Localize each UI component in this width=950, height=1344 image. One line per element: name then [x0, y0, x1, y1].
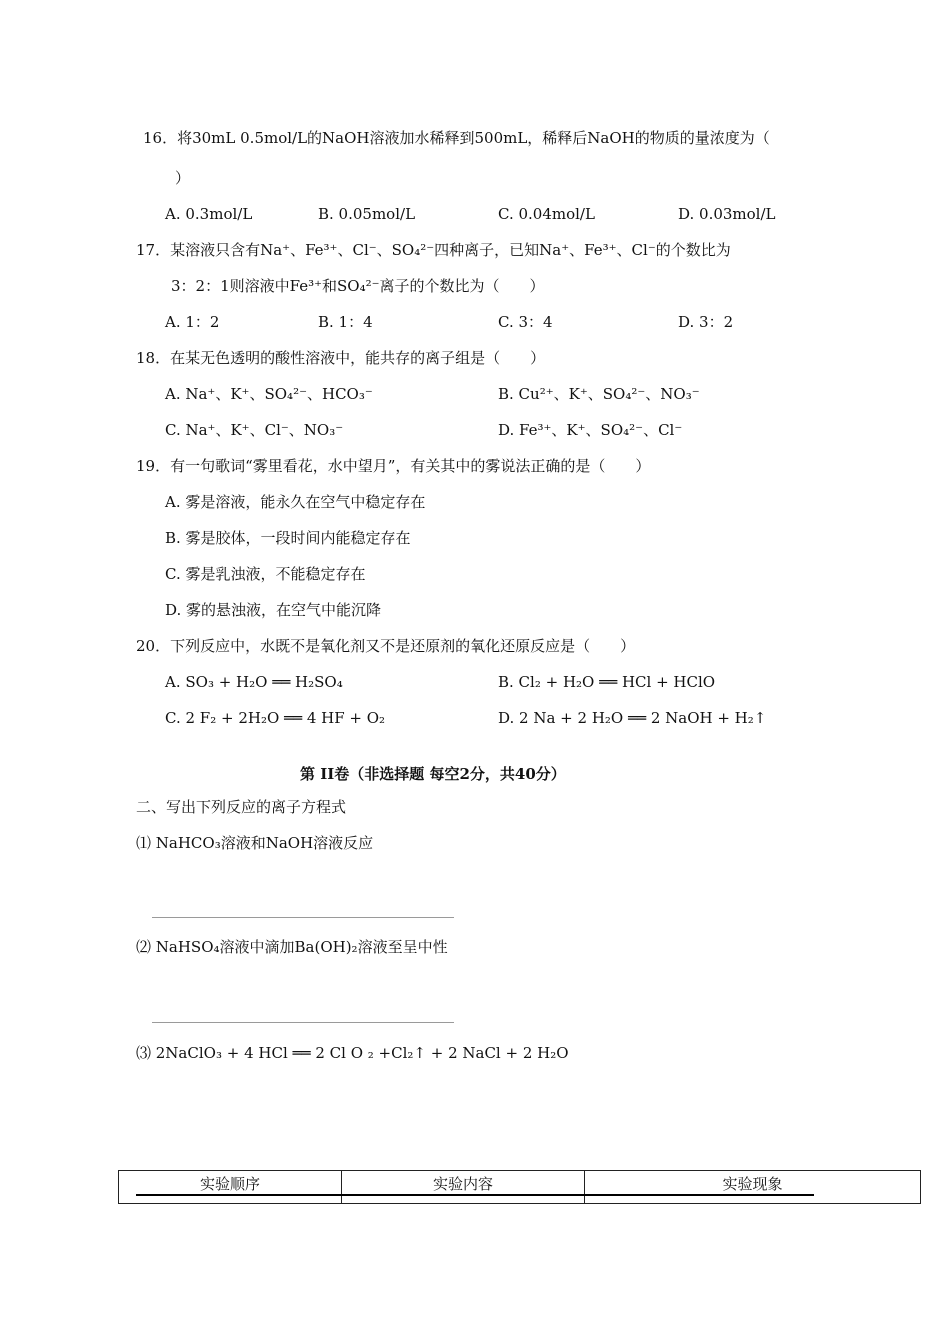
question-16-stem-cont: ）	[175, 169, 191, 187]
question-17-option-c: C. 3：4	[498, 313, 553, 331]
question-18-option-a: A. Na⁺、K⁺、SO₄²⁻、HCO₃⁻	[165, 385, 373, 403]
question-17-stem-cont: 3：2：1则溶液中Fe³⁺和SO₄²⁻离子的个数比为（ ）	[171, 277, 545, 295]
table-header-phenomenon: 实验现象	[585, 1171, 921, 1204]
question-19-option-c: C. 雾是乳浊液，不能稳定存在	[165, 565, 366, 583]
question-16-stem: 16．将30mL 0.5mol/L的NaOH溶液加水稀释到500mL，稀释后NaOH的物质的量浓度为（	[143, 129, 770, 147]
question-18-option-b: B. Cu²⁺、K⁺、SO₄²⁻、NO₃⁻	[498, 385, 700, 403]
question-16-option-b: B. 0.05mol/L	[318, 205, 416, 223]
section-2-title: 二、写出下列反应的离子方程式	[136, 798, 347, 816]
question-20-option-d: D. 2 Na + 2 H₂O ══ 2 NaOH + H₂↑	[498, 709, 767, 727]
question-18-option-d: D. Fe³⁺、K⁺、SO₄²⁻、Cl⁻	[498, 421, 683, 439]
experiment-table	[118, 1170, 921, 1204]
question-17-option-d: D. 3：2	[678, 313, 734, 331]
question-18-stem: 18．在某无色透明的酸性溶液中，能共存的离子组是（ ）	[136, 349, 546, 367]
question-19-option-d: D. 雾的悬浊液，在空气中能沉降	[165, 601, 382, 619]
question-19-option-b: B. 雾是胶体，一段时间内能稳定存在	[165, 529, 411, 547]
question-17-stem: 17．某溶液只含有Na⁺、Fe³⁺、Cl⁻、SO₄²⁻四种离子，已知Na⁺、Fe³⁺、Cl⁻的个数比为	[136, 241, 731, 259]
table-header-row	[119, 1171, 921, 1204]
question-16-option-a: A. 0.3mol/L	[165, 205, 253, 223]
table-header-order: 实验顺序	[119, 1171, 342, 1204]
question-18-option-c: C. Na⁺、K⁺、Cl⁻、NO₃⁻	[165, 421, 344, 439]
table-header-content: 实验内容	[342, 1171, 585, 1204]
equation-item-3: ⑶ 2NaClO₃ + 4 HCl ══ 2 Cl O ₂ +Cl₂↑ + 2 NaCl + 2 H₂O	[136, 1044, 569, 1062]
question-19-option-a: A. 雾是溶液，能永久在空气中稳定存在	[165, 493, 426, 511]
equation-item-1: ⑴ NaHCO₃溶液和NaOH溶液反应	[136, 834, 374, 852]
answer-blank-1[interactable]	[152, 917, 454, 918]
question-20-option-c: C. 2 F₂ + 2H₂O ══ 4 HF + O₂	[165, 709, 386, 727]
question-20-stem: 20．下列反应中，水既不是氧化剂又不是还原剂的氧化还原反应是（ ）	[136, 637, 636, 655]
section-2-heading: 第 II卷（非选择题 每空2分，共40分）	[300, 765, 566, 783]
question-16-option-d: D. 0.03mol/L	[678, 205, 776, 223]
table-header-underline	[136, 1194, 814, 1196]
equation-item-2: ⑵ NaHSO₄溶液中滴加Ba(OH)₂溶液至呈中性	[136, 938, 448, 956]
question-17-option-a: A. 1：2	[165, 313, 220, 331]
question-16-option-c: C. 0.04mol/L	[498, 205, 595, 223]
question-17-option-b: B. 1：4	[318, 313, 373, 331]
question-20-option-b: B. Cl₂ + H₂O ══ HCl + HClO	[498, 673, 716, 691]
question-19-stem: 19．有一句歌词“雾里看花，水中望月”，有关其中的雾说法正确的是（ ）	[136, 457, 651, 475]
question-20-option-a: A. SO₃ + H₂O ══ H₂SO₄	[165, 673, 343, 691]
answer-blank-2[interactable]	[152, 1022, 454, 1023]
